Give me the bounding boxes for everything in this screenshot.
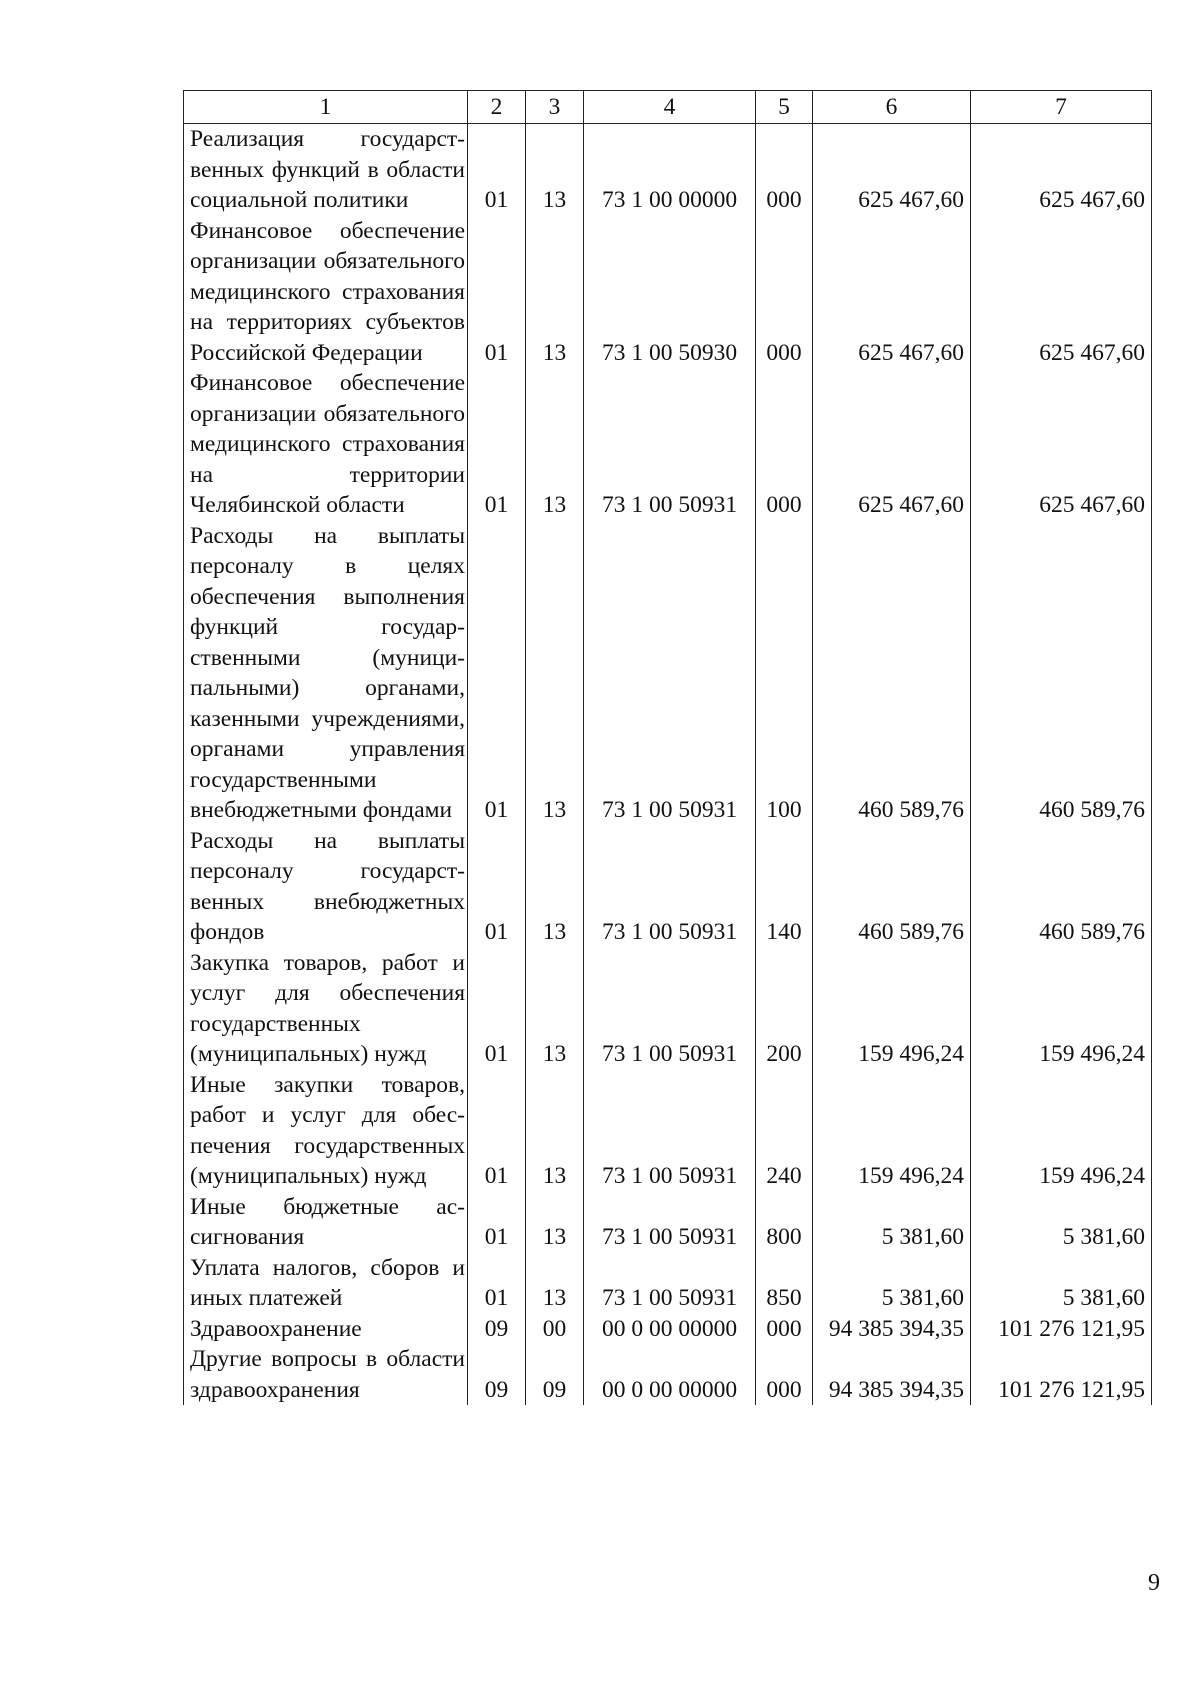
- table-body: [184, 124, 1152, 1406]
- row-name: Расходы на выплаты персоналу государственных внебюджетных фондов: [184, 826, 468, 948]
- table-row: [184, 124, 1152, 216]
- subsection-code: 13: [526, 1192, 584, 1253]
- amount-column-7: 625 467,60: [971, 124, 1152, 216]
- table-row: [184, 1253, 1152, 1314]
- table-row: [184, 826, 1152, 948]
- target-article-code: 73 1 00 50931: [584, 1253, 756, 1314]
- table-row: [184, 948, 1152, 1070]
- row-name: Финансовое обеспечение организации обязательного медицинского страхования на территориях субъектов Российской Федерации: [184, 216, 468, 369]
- target-article-code: 73 1 00 50930: [584, 216, 756, 369]
- amount-column-6: 625 467,60: [813, 216, 971, 369]
- target-article-code: 73 1 00 50931: [584, 1070, 756, 1192]
- expense-type-code: 000: [756, 1314, 813, 1345]
- subsection-code: 13: [526, 521, 584, 826]
- header-row: [184, 91, 1152, 124]
- subsection-code: 13: [526, 368, 584, 521]
- row-name: Закупка товаров, работ и услуг для обеспечения государственных (муниципальных) нужд: [184, 948, 468, 1070]
- row-name: Реализация государственных функций в области социальной политики: [184, 124, 468, 216]
- amount-column-7: 625 467,60: [971, 368, 1152, 521]
- row-name: Здравоохранение: [184, 1314, 468, 1345]
- table-row: [184, 1070, 1152, 1192]
- section-code: 01: [468, 1192, 526, 1253]
- section-code: 01: [468, 368, 526, 521]
- expense-type-code: 000: [756, 124, 813, 216]
- subsection-code: 13: [526, 124, 584, 216]
- expense-type-code: 800: [756, 1192, 813, 1253]
- section-code: 01: [468, 216, 526, 369]
- amount-column-6: 159 496,24: [813, 1070, 971, 1192]
- amount-column-6: 94 385 394,35: [813, 1314, 971, 1345]
- amount-column-6: 94 385 394,35: [813, 1344, 971, 1405]
- amount-column-7: 5 381,60: [971, 1253, 1152, 1314]
- expense-type-code: 140: [756, 826, 813, 948]
- subsection-code: 13: [526, 216, 584, 369]
- table-row: [184, 1192, 1152, 1253]
- amount-column-7: 625 467,60: [971, 216, 1152, 369]
- section-code: 01: [468, 521, 526, 826]
- column-header-1: 1: [184, 91, 468, 124]
- section-code: 09: [468, 1314, 526, 1345]
- row-name: Иные бюджетные ассигнования: [184, 1192, 468, 1253]
- table-row: [184, 216, 1152, 369]
- section-code: 01: [468, 1070, 526, 1192]
- subsection-code: 09: [526, 1344, 584, 1405]
- table-row: [184, 1344, 1152, 1405]
- section-code: 01: [468, 826, 526, 948]
- amount-column-7: 159 496,24: [971, 1070, 1152, 1192]
- budget-document-page: [183, 90, 1151, 1564]
- amount-column-6: 460 589,76: [813, 826, 971, 948]
- column-header-6: 6: [813, 91, 971, 124]
- page-number: 9: [1148, 1570, 1160, 1596]
- expense-type-code: 000: [756, 1344, 813, 1405]
- amount-column-6: 159 496,24: [813, 948, 971, 1070]
- expense-type-code: 100: [756, 521, 813, 826]
- target-article-code: 73 1 00 50931: [584, 368, 756, 521]
- row-name: Другие вопросы в области здравоохранения: [184, 1344, 468, 1405]
- amount-column-7: 159 496,24: [971, 948, 1152, 1070]
- target-article-code: 73 1 00 50931: [584, 948, 756, 1070]
- column-header-4: 4: [584, 91, 756, 124]
- table-row: [184, 1314, 1152, 1345]
- expense-type-code: 200: [756, 948, 813, 1070]
- section-code: 01: [468, 124, 526, 216]
- table-row: [184, 521, 1152, 826]
- section-code: 01: [468, 948, 526, 1070]
- target-article-code: 00 0 00 00000: [584, 1344, 756, 1405]
- expense-type-code: 240: [756, 1070, 813, 1192]
- amount-column-7: 101 276 121,95: [971, 1344, 1152, 1405]
- target-article-code: 00 0 00 00000: [584, 1314, 756, 1345]
- target-article-code: 73 1 00 50931: [584, 521, 756, 826]
- amount-column-6: 5 381,60: [813, 1253, 971, 1314]
- subsection-code: 13: [526, 1253, 584, 1314]
- column-header-5: 5: [756, 91, 813, 124]
- expense-type-code: 000: [756, 216, 813, 369]
- subsection-code: 13: [526, 826, 584, 948]
- section-code: 09: [468, 1344, 526, 1405]
- table-header: [184, 91, 1152, 124]
- amount-column-7: 101 276 121,95: [971, 1314, 1152, 1345]
- amount-column-6: 625 467,60: [813, 368, 971, 521]
- row-name: Иные закупки товаров, работ и услуг для обеспечения государственных (муниципальных) нужд: [184, 1070, 468, 1192]
- row-name: Уплата налогов, сборов и иных платежей: [184, 1253, 468, 1314]
- expense-type-code: 000: [756, 368, 813, 521]
- subsection-code: 00: [526, 1314, 584, 1345]
- row-name: Расходы на выплаты персоналу в целях обеспечения выполнения функций государственными (муниципальными) органами, казенными учреждениями, органами управления государственными внебюджетными фондами: [184, 521, 468, 826]
- subsection-code: 13: [526, 1070, 584, 1192]
- amount-column-7: 460 589,76: [971, 826, 1152, 948]
- section-code: 01: [468, 1253, 526, 1314]
- table-row: [184, 368, 1152, 521]
- amount-column-6: 460 589,76: [813, 521, 971, 826]
- column-header-2: 2: [468, 91, 526, 124]
- amount-column-6: 5 381,60: [813, 1192, 971, 1253]
- column-header-7: 7: [971, 91, 1152, 124]
- target-article-code: 73 1 00 50931: [584, 826, 756, 948]
- subsection-code: 13: [526, 948, 584, 1070]
- expense-type-code: 850: [756, 1253, 813, 1314]
- target-article-code: 73 1 00 50931: [584, 1192, 756, 1253]
- column-header-3: 3: [526, 91, 584, 124]
- target-article-code: 73 1 00 00000: [584, 124, 756, 216]
- amount-column-7: 5 381,60: [971, 1192, 1152, 1253]
- budget-table: [183, 90, 1152, 1405]
- amount-column-7: 460 589,76: [971, 521, 1152, 826]
- row-name: Финансовое обеспечение организации обязательного медицинского страхования на территории Челябинской области: [184, 368, 468, 521]
- amount-column-6: 625 467,60: [813, 124, 971, 216]
